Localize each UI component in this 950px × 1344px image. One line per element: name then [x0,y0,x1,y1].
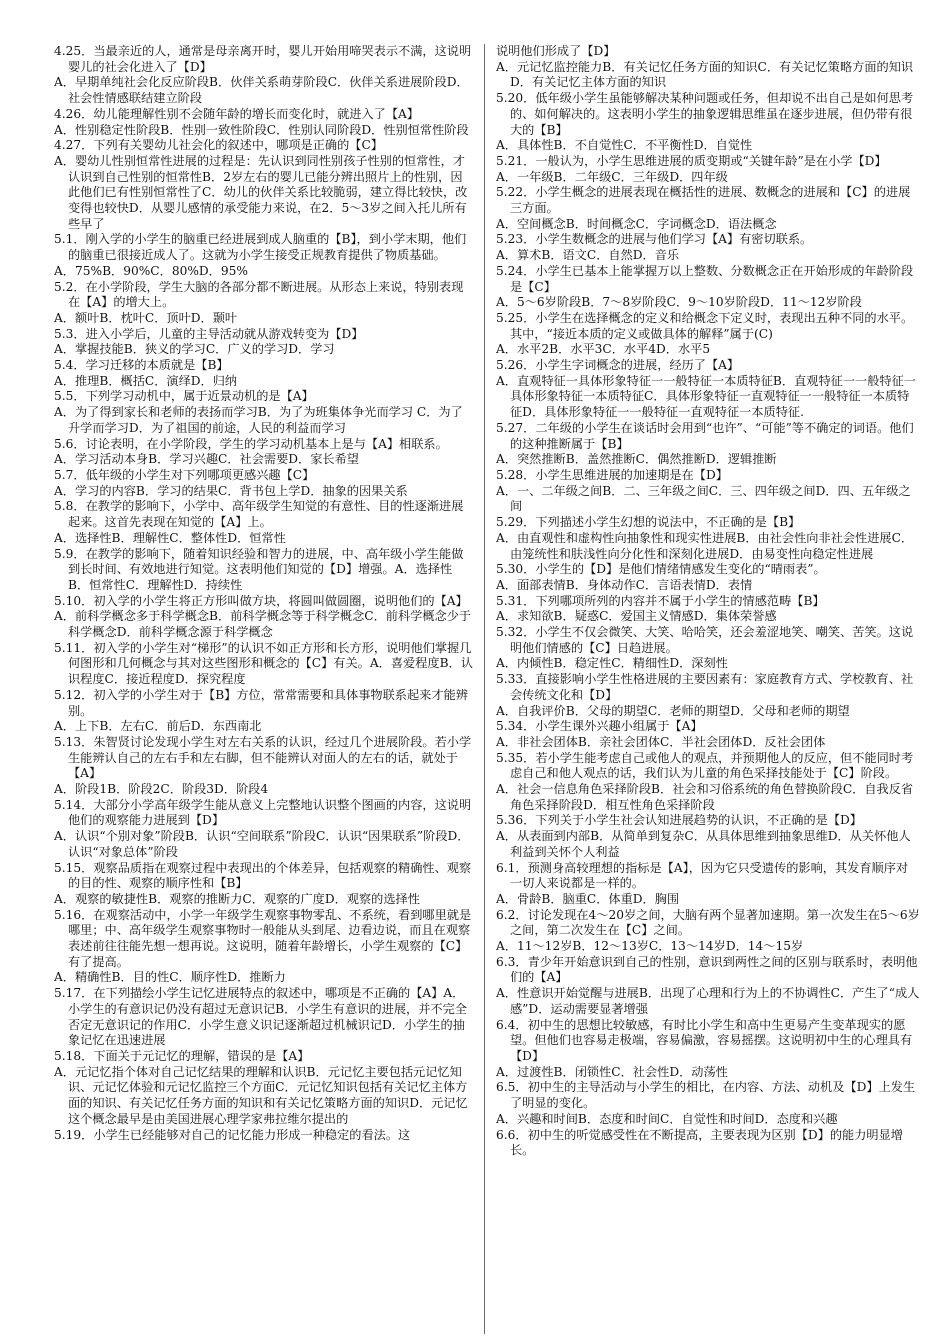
question-text: 说明他们形成了【D】 [496,44,616,58]
answer-options: A．元记忆指个体对自己记忆结果的理解和认识B．元记忆主要包括元记忆知识、元记忆体验和元记忆监控三个方面C．元记忆知识包括有关记忆主体方面的知识、有关记忆任务方面的知识和有关记忆策略方面的知识D．元记忆这个概念最早是由美国进展心理学家弗拉维尔提出的 [54,1064,468,1126]
question-text: 5.21．一般认为，小学生思维进展的质变期或“关键年龄”是在小学【D】 [496,153,887,168]
answer-options: A．性意识开始觉醒与进展B．出现了心理和行为上的不协调性C．产生了“成人感”D．运动需要显著增强 [496,986,920,1016]
question-text: 5.8．在教学的影响下，小学中、高年级学生知觉的有意性、目的性逐渐进展起来。这首先表现在知觉的【A】上。 [54,499,464,530]
answer-options: A．为了得到家长和老师的表扬而学习B．为了为班集体争光而学习 C．为了升学而学习D．为了祖国的前途，人民的利益而学习 [54,405,463,435]
question-text: 5.15．观察品质指在观察过程中表现出的个体差异，包括观察的精确性、观察的目的性、观察的顺序性和【B】 [54,860,472,891]
answer-options: A．观察的敏捷性B．观察的推断力C．观察的广度D．观察的选择性 [54,891,420,906]
question-text: 5.18．下面关于元记忆的理解，错误的是【A】 [54,1049,310,1063]
answer-options: A．一、二年级之间B．二、三年级之间C．三、四年级之间D．四、五年级之间 [496,483,911,514]
question-text: 6.4．初中生的思想比较敏感，有时比小学生和高中生更易产生变革现实的愿望。但他们也容易走极端，容易偏激，容易摇摆。这说明初中生的心理具有【D】 [496,1017,913,1063]
question-text: 5.29．下列描述小学生幻想的说法中，不正确的是【B】 [496,515,801,530]
question-text: 5.26．小学生字词概念的进展，经历了【A】 [496,358,740,373]
question-text: 5.33．直接影响小学生性格进展的主要因素有：家庭教育方式、学校教育、社会传统文化和【D】 [496,672,914,702]
answer-options: A．前科学概念多于科学概念B．前科学概念等于科学概念C．前科学概念少于科学概念D．前科学概念源于科学概念 [54,609,472,640]
question-text: 5.28．小学生思维进展的加速期是在【D】 [496,467,728,482]
answer-options: A．上下B．左右C．前后D．东西南北 [54,719,262,734]
answer-options: A．骨龄B．脑重C．体重D．胸围 [496,891,680,906]
question-text: 5.36．下列关于小学生社会认知进展趋势的认识，不正确的是【D】 [496,813,862,828]
question-text: 6.5．初中生的主导活动与小学生的相比，在内容、方法、动机及【D】上发生了明显的变化。 [496,1080,916,1111]
question-text: 5.11．初入学的小学生对“梯形”的认识不如正方形和长方形，说明他们掌握几何图形和几何概念与其对这些图形和概念的【C】有关。A．喜爱程度B．认识程度C．接近程度D．探究程度 [54,640,473,687]
answer-options: A．突然推断B．盖然推断C．偶然推断D．逻辑推断 [496,452,777,467]
answer-options: A．阶段1B．阶段2C．阶段3D．阶段4 [54,782,269,797]
answer-options: A．水平2B．水平3C．水平4D．水平5 [496,342,711,357]
question-text: 5.32．小学生不仅会微笑、大笑、哈哈笑，还会羞涩地笑、嘲笑、苦笑。这说明他们情感的【C】日趋进展。 [496,625,914,655]
answer-options: A．面部表情B．身体动作C．言语表情D．表情 [496,577,753,592]
question-text: 5.19．小学生已经能够对自己的记忆能力形成一种稳定的看法。这 [54,1127,411,1142]
answer-options: A．一年级B．二年级C．三年级D．四年级 [496,169,728,184]
answer-options: A．学习的内容B．学习的结果C．背书包上学D．抽象的因果关系 [54,483,408,498]
question-text: 5.23．小学生数概念的进展与他们学习【A】有密切联系。 [496,232,813,247]
question-text: 5.31．下列哪项所列的内容并不属于小学生的情感范畴【B】 [496,593,825,608]
question-text: 5.22．小学生概念的进展表现在概括性的进展、数概念的进展和【C】的进展三方面。 [496,185,911,216]
answer-options: A．75%B．90%C．80%D．95% [54,263,248,278]
question-text: 6.3．青少年开始意识到自己的性别，意识到两性之间的区别与联系时，表明他们的【A】 [496,954,918,985]
question-text: 5.7．低年级的小学生对下列哪项更感兴趣【C】 [54,467,315,482]
answer-options: A．选择性B．理解性C．整体性D．恒常性 [54,530,286,545]
answer-options: A．元记忆监控能力B．有关记忆任务方面的知识C．有关记忆策略方面的知识D．有关记忆主体方面的知识 [496,59,914,90]
question-text: 5.1．刚入学的小学生的脑重已经进展到成人脑重的【B】，到小学末期，他们的脑重已很接近成人了。这就为小学生接受正规教育提供了物质基础。 [54,232,467,263]
answer-options: A．掌握技能B．狭义的学习C．广义的学习D．学习 [54,342,335,357]
question-text: 5.16．在观察活动中，小学一年级学生观察事物零乱、不系统，看到哪里就是哪里；中、高年级学生观察事物时一般能从头到尾、边看边说，而且在观察表述前往往能先想一想再说。这说明，随着年龄增长，小学生观察的【C】有了提高。 [54,907,472,969]
answer-options: A．非社会团体B．亲社会团体C．半社会团体D．反社会团体 [496,734,826,749]
answer-options: A．具体性B．不自觉性C．不平衡性D．自觉性 [496,138,753,153]
question-text: 5.5．下列学习动机中，属于近景动机的是【A】 [54,389,314,404]
answer-options: A．社会一信息角色采择阶段B．社会和习俗系统的角色替换阶段C．自我反省角色采择阶段D．相互性角色采择阶段 [496,782,914,812]
question-text: 6.6．初中生的听觉感受性在不断提高，主要表现为区别【D】的能力明显增长。 [496,1127,903,1158]
question-text: 6.1．预测身高较理想的指标是【A】，因为它只受遗传的影响，其发育顺序对一切人来说都是一样的。 [496,860,909,891]
question-text: 5.9．在教学的影响下，随着知识经验和智力的进展，中、高年级小学生能做到长时间、有效地进行知觉。这表明他们知觉的【D】增强。A．选择性B．恒常性C．理解性D．持续性 [54,546,464,592]
answer-options: A．求知欲B．疑惑C．爱国主义情感D．集体荣誉感 [496,609,777,624]
question-text: 5.30．小学生的【D】是他们情绪情感发生变化的“晴雨表”。 [496,562,826,577]
answer-options: A．早期单纯社会化反应阶段B．伙伴关系萌芽阶段C．伙伴关系进展阶段D．社会性情感联结建立阶段 [54,75,469,106]
answer-options: A．从表面到内部B．从简单到复杂C．从具体思维到抽象思维D．从关怀他人利益到关怀个人利益 [496,829,911,859]
answer-options: A．认识“个别对象”阶段B．认识“空间联系”阶段C．认识“因果联系”阶段D．认识“对象总体”阶段 [54,829,470,859]
question-text: 5.17．在下列描绘小学生记忆进展特点的叙述中，哪项是不正确的【A】A．小学生的有意识记仍没有超过无意识记B．小学生有意识的进展，并不完全否定无意识记的作用C．小学生意义识记逐渐超过机械识记D．小学生的抽象记忆在迅速进展 [54,986,467,1048]
answer-options: A．5～6岁阶段B．7～8岁阶段C．9～10岁阶段D．11～12岁阶段 [496,295,862,310]
question-text: 5.4．学习迁移的本质就是【B】 [54,358,229,373]
question-text: 6.2．讨论发现在4～20岁之间，大脑有两个显著加速期。第一次发生在5～6岁之间，第二次发生在【C】之间。 [496,907,920,938]
question-text: 5.3．进入小学后，儿童的主导活动就从游戏转变为【D】 [54,326,364,341]
question-text: 5.34．小学生课外兴趣小组属于【A】 [496,719,703,734]
question-text: 4.26．幼儿能理解性别不会随年龄的增长而变化时，就进入了【A】 [54,106,419,121]
answer-options: A．自我评价B．父母的期望C．老师的期望D．父母和老师的期望 [496,703,850,718]
question-text: 5.14．大部分小学高年级学生能从意义上完整地认识整个图画的内容，这说明他们的观察能力进展到【D】 [54,797,472,828]
question-text: 5.12．初入学的小学生对于【B】方位，常常需要和具体事物联系起来才能辨别。 [54,687,468,718]
question-text: 5.35．若小学生能考虑自己或他人的观点，并预期他人的反应，但不能同时考虑自己和他人观点的话，我们认为儿童的角色采择技能处于【C】阶段。 [496,750,914,781]
answer-options: A．婴幼儿性别恒常性进展的过程是：先认识到同性别孩子性别的恒常性，才认识到自己性别的恒常性B．2岁左右的婴儿已能分辨出照片上的性别，因此他们已有性别恒常性了C．幼儿的伙伴关系比较脆弱，建立得比较快，改变得也较快D．从婴儿感情的承受能力来说，在2．5～3岁之间入托儿所有些早了 [54,153,468,231]
question-text: 5.25．小学生在选择概念的定义和给概念下定义时，表现出五种不同的水平。其中，“接近本质的定义或做具体的解释”属于(C) [496,310,914,341]
question-text: 5.2．在小学阶段，学生大脑的各部分都不断进展。从形态上来说，特别表现在【A】的增大上。 [54,279,464,310]
answer-options: A．精确性B．目的性C．顺序性D．推断力 [54,970,286,985]
answer-options: A．过渡性B．闭锁性C．社会性D．动荡性 [496,1064,728,1079]
question-text: 4.27．下列有关婴幼儿社会化的叙述中，哪项是正确的【C】 [54,138,383,153]
answer-options: A．算术B．语文C．自然D．音乐 [496,248,680,263]
answer-options: A．额叶B．枕叶C．顶叶D．颞叶 [54,310,238,325]
answer-options: A．直观特征一具体形象特征一一般特征一本质特征B．直观特征一一般特征一具体形象特征一本质特征C．具体形象特征一直观特征一一般特征一本质特征D．具体形象特征一一般特征一直观特征一本质特征. [496,373,916,420]
answer-options: A．学习活动本身B．学习兴趣C．社会需要D．家长希望 [54,452,359,467]
right-column [496,44,920,1334]
question-text: 5.24．小学生已基本上能掌握万以上整数、分数概念正在开始形成的年龄阶段是【C】 [496,263,914,294]
answer-options: A．内倾性B．稳定性C．精细性D．深刻性 [496,656,728,671]
question-text: 5.20．低年级小学生虽能够解决某种问题或任务，但却说不出自己是如何思考的、如何解决的。这表明小学生的抽象逻辑思维虽在逐步进展，但仍带有很大的【B】 [496,91,914,137]
left-column [54,44,473,1334]
answer-options: A．由直观性和虚构性向抽象性和现实性进展B．由社会性向非社会性进展C．由笼统性和肤浅性向分化性和深刻化进展D．由易变性向稳定性进展 [496,530,914,561]
answer-options: A．性别稳定性阶段B．性别一致性阶段C．性别认同阶段D．性别恒常性阶段 [54,122,469,137]
question-text: 5.10．初入学的小学生将正方形叫做方块，将圆叫做圆圈，说明他们的【A】 [54,593,468,608]
question-text: 4.25．当最亲近的人，通常是母亲离开时，婴儿开始用啼哭表示不满，这说明婴儿的社会化进入了【D】 [54,44,472,74]
answer-options: A．推理B．概括C．演绎D．归纳 [54,373,238,388]
question-text: 5.13．朱智贤讨论发现小学生对左右关系的认识，经过几个进展阶段。若小学生能辨认自己的左右手和左右脚，但不能辨认对面人的左右的话，就处于【A】 [54,734,472,781]
question-text: 5.6．讨论表明，在小学阶段，学生的学习动机基本上是与【A】相联系。 [54,436,448,451]
answer-options: A．11～12岁B．12～13岁C．13～14岁D．14～15岁 [496,939,804,954]
column-divider [484,44,485,1334]
answer-options: A．空间概念B．时间概念C．字词概念D．语法概念 [496,216,777,231]
answer-options: A．兴趣和时间B．态度和时间C．自觉性和时间D．态度和兴趣 [496,1111,838,1126]
question-text: 5.27．二年级的小学生在谈话时会用到“也许”、“可能”等不确定的词语。他们的这种推断属于【B】 [496,420,914,451]
